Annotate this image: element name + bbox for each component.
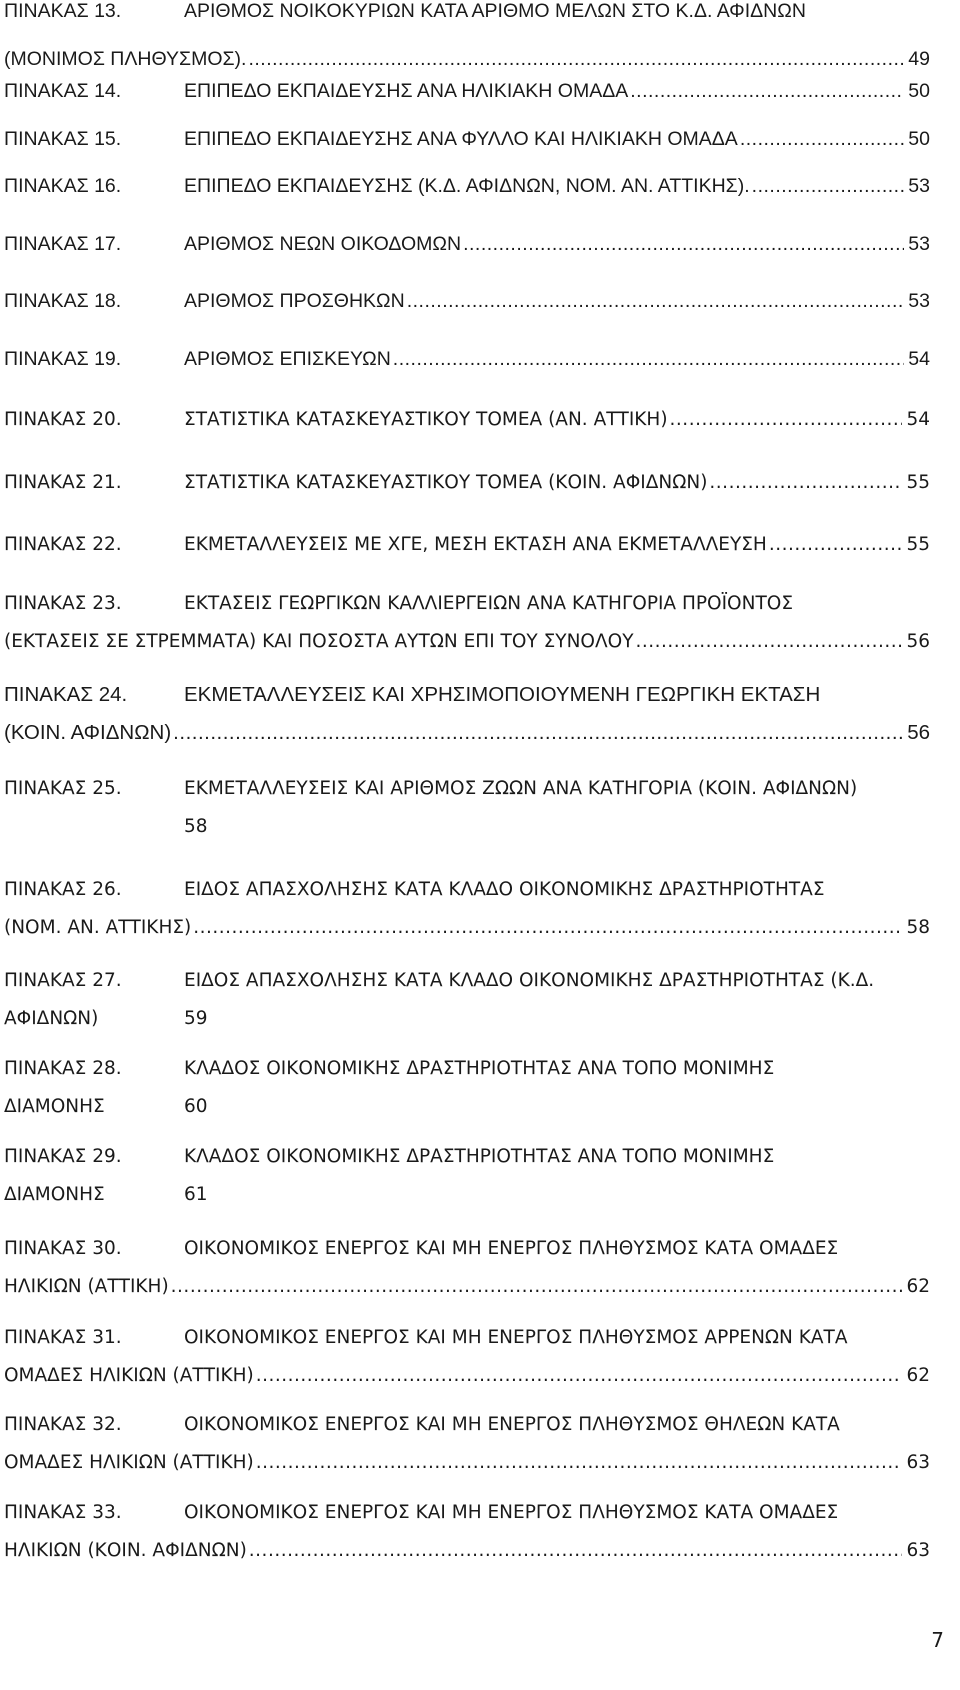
toc-title-cont: ΗΛΙΚΙΩΝ (ΚΟΙΝ. ΑΦΙΔΝΩΝ) <box>4 1540 247 1561</box>
toc-entry <box>4 1406 930 1482</box>
toc-title-cont: (ΝΟΜ. ΑΝ. ΑΤΤΙΚΗΣ) <box>4 917 192 938</box>
toc-title: ΣΤΑΤΙΣΤΙΚΑ ΚΑΤΑΣΚΕΥΑΣΤΙΚΟΥ ΤΟΜΕΑ (ΚΟΙΝ. ΑΦΙΔΝΩΝ) <box>184 472 708 493</box>
leader-dots <box>256 1444 903 1482</box>
toc-title-cont: (ΕΚΤΑΣΕΙΣ ΣΕ ΣΤΡΕΜΜΑΤΑ) ΚΑΙ ΠΟΣΟΣΤΑ ΑΥΤΩΝ ΕΠΙ ΤΟΥ ΣΥΝΟΛΟΥ <box>4 631 634 652</box>
toc-label: ΠΙΝΑΚΑΣ 15. <box>4 128 122 150</box>
toc-label-cont: ΔΙΑΜΟΝΗΣ <box>4 1096 105 1117</box>
toc-entry <box>4 1319 930 1395</box>
toc-label: ΠΙΝΑΚΑΣ 14. <box>4 80 122 102</box>
toc-title: ΕΙΔΟΣ ΑΠΑΣΧΟΛΗΣΗΣ ΚΑΤΑ ΚΛΑΔΟ ΟΙΚΟΝΟΜΙΚΗΣ ΔΡΑΣΤΗΡΙΟΤΗΤΑΣ (Κ.Δ. <box>184 970 875 991</box>
toc-page: 62 <box>906 1276 930 1297</box>
leader-dots <box>171 1268 903 1306</box>
toc-label-cont: ΑΦΙΔΝΩΝ) <box>4 1008 99 1029</box>
toc-entry <box>4 120 930 158</box>
toc-page: 62 <box>906 1365 930 1386</box>
toc-label: ΠΙΝΑΚΑΣ 33. <box>4 1502 122 1523</box>
toc-entry <box>4 401 930 439</box>
toc-page: 49 <box>908 48 930 70</box>
toc-title: ΕΠΙΠΕΔΟ ΕΚΠΑΙΔΕΥΣΗΣ ΑΝΑ ΦΥΛΛΟ ΚΑΙ ΗΛΙΚΙΑΚΗ ΟΜΑΔΑ <box>184 128 738 150</box>
toc-entry <box>4 1138 930 1214</box>
toc-page: 50 <box>908 80 930 102</box>
toc-label: ΠΙΝΑΚΑΣ 25. <box>4 778 122 799</box>
toc-entry <box>4 1494 930 1570</box>
toc-title: ΟΙΚΟΝΟΜΙΚΟΣ ΕΝΕΡΓΟΣ ΚΑΙ ΜΗ ΕΝΕΡΓΟΣ ΠΛΗΘΥΣΜΟΣ ΚΑΤΑ ΟΜΑΔΕΣ <box>184 1238 839 1259</box>
toc-title: ΚΛΑΔΟΣ ΟΙΚΟΝΟΜΙΚΗΣ ΔΡΑΣΤΗΡΙΟΤΗΤΑΣ ΑΝΑ ΤΟΠΟ ΜΟΝΙΜΗΣ <box>184 1146 775 1167</box>
toc-title: ΕΚΜΕΤΑΛΛΕΥΣΕΙΣ ΜΕ ΧΓΕ, ΜΕΣΗ ΕΚΤΑΣΗ ΑΝΑ ΕΚΜΕΤΑΛΛΕΥΣΗ <box>184 534 767 555</box>
leader-dots <box>740 120 904 158</box>
toc-title: ΑΡΙΘΜΟΣ ΝΟΙΚΟΚΥΡΙΩΝ ΚΑΤΑ ΑΡΙΘΜΟ ΜΕΛΩΝ ΣΤΟ Κ.Δ. ΑΦΙΔΝΩΝ <box>184 0 806 22</box>
toc-title: ΟΙΚΟΝΟΜΙΚΟΣ ΕΝΕΡΓΟΣ ΚΑΙ ΜΗ ΕΝΕΡΓΟΣ ΠΛΗΘΥΣΜΟΣ ΑΡΡΕΝΩΝ ΚΑΤΑ <box>184 1327 848 1348</box>
toc-entry <box>4 676 930 752</box>
toc-title: ΕΚΤΑΣΕΙΣ ΓΕΩΡΓΙΚΩΝ ΚΑΛΛΙΕΡΓΕΙΩΝ ΑΝΑ ΚΑΤΗΓΟΡΙΑ ΠΡΟΪΟΝΤΟΣ <box>184 593 794 614</box>
toc-entry <box>4 340 930 378</box>
toc-page: 56 <box>906 631 930 652</box>
toc-page: 58 <box>184 816 208 837</box>
toc-entry <box>4 962 930 1038</box>
leader-dots <box>636 623 903 661</box>
leader-dots <box>463 225 904 263</box>
toc-label: ΠΙΝΑΚΑΣ 30. <box>4 1238 122 1259</box>
toc-entry <box>4 167 930 205</box>
toc-title-cont: ΟΜΑΔΕΣ ΗΛΙΚΙΩΝ (ΑΤΤΙΚΗ) <box>4 1365 254 1386</box>
toc-page: 56 <box>907 721 930 744</box>
leader-dots <box>752 167 905 205</box>
toc-entry <box>4 225 930 263</box>
toc-label: ΠΙΝΑΚΑΣ 13. <box>4 0 122 22</box>
leader-dots <box>393 340 905 378</box>
toc-label: ΠΙΝΑΚΑΣ 18. <box>4 290 122 312</box>
toc-title: ΣΤΑΤΙΣΤΙΚΑ ΚΑΤΑΣΚΕΥΑΣΤΙΚΟΥ ΤΟΜΕΑ (ΑΝ. ΑΤΤΙΚΗ) <box>184 409 668 430</box>
leader-dots <box>670 401 903 439</box>
toc-entry <box>4 1050 930 1126</box>
leader-dots <box>709 464 902 502</box>
toc-title: ΑΡΙΘΜΟΣ ΝΕΩΝ ΟΙΚΟΔΟΜΩΝ <box>184 233 462 255</box>
toc-entry <box>4 72 930 110</box>
leader-dots <box>407 282 905 320</box>
toc-page: 58 <box>906 917 930 938</box>
toc-entry <box>4 0 930 78</box>
toc-page: 60 <box>184 1096 208 1117</box>
toc-title: ΑΡΙΘΜΟΣ ΠΡΟΣΘΗΚΩΝ <box>184 290 405 312</box>
toc-label: ΠΙΝΑΚΑΣ 21. <box>4 472 122 493</box>
toc-title-cont: ΗΛΙΚΙΩΝ (ΑΤΤΙΚΗ) <box>4 1276 169 1297</box>
toc-title: ΚΛΑΔΟΣ ΟΙΚΟΝΟΜΙΚΗΣ ΔΡΑΣΤΗΡΙΟΤΗΤΑΣ ΑΝΑ ΤΟΠΟ ΜΟΝΙΜΗΣ <box>184 1058 775 1079</box>
toc-entry <box>4 464 930 502</box>
toc-page: 53 <box>908 290 930 312</box>
toc-title-cont: (ΚΟΙΝ. ΑΦΙΔΝΩΝ) <box>4 721 172 744</box>
toc-page: 59 <box>184 1008 208 1029</box>
toc-label: ΠΙΝΑΚΑΣ 28. <box>4 1058 122 1079</box>
toc-title: ΕΙΔΟΣ ΑΠΑΣΧΟΛΗΣΗΣ ΚΑΤΑ ΚΛΑΔΟ ΟΙΚΟΝΟΜΙΚΗΣ ΔΡΑΣΤΗΡΙΟΤΗΤΑΣ <box>184 879 825 900</box>
toc-title: ΕΚΜΕΤΑΛΛΕΥΣΕΙΣ ΚΑΙ ΑΡΙΘΜΟΣ ΖΩΩΝ ΑΝΑ ΚΑΤΗΓΟΡΙΑ (ΚΟΙΝ. ΑΦΙΔΝΩΝ) <box>184 778 858 799</box>
toc-page: 50 <box>908 128 930 150</box>
toc-title-cont: ΟΜΑΔΕΣ ΗΛΙΚΙΩΝ (ΑΤΤΙΚΗ) <box>4 1452 254 1473</box>
toc-page: 63 <box>906 1540 930 1561</box>
toc-title: ΕΠΙΠΕΔΟ ΕΚΠΑΙΔΕΥΣΗΣ ΑΝΑ ΗΛΙΚΙΑΚΗ ΟΜΑΔΑ <box>184 80 629 102</box>
toc-label: ΠΙΝΑΚΑΣ 22. <box>4 534 122 555</box>
toc-title: ΕΠΙΠΕΔΟ ΕΚΠΑΙΔΕΥΣΗΣ (Κ.Δ. ΑΦΙΔΝΩΝ, ΝΟΜ. ΑΝ. ΑΤΤΙΚΗΣ). <box>184 175 750 197</box>
toc-page: 53 <box>908 233 930 255</box>
toc-page: 63 <box>906 1452 930 1473</box>
toc-label: ΠΙΝΑΚΑΣ 26. <box>4 879 122 900</box>
toc-entry <box>4 770 930 846</box>
toc-label: ΠΙΝΑΚΑΣ 17. <box>4 233 122 255</box>
toc-title-cont: (ΜΟΝΙΜΟΣ ΠΛΗΘΥΣΜΟΣ). <box>4 48 247 70</box>
leader-dots <box>769 526 903 564</box>
toc-label: ΠΙΝΑΚΑΣ 24. <box>4 683 128 706</box>
toc-label: ΠΙΝΑΚΑΣ 20. <box>4 409 122 430</box>
toc-page: 61 <box>184 1184 208 1205</box>
leader-dots <box>630 72 904 110</box>
leader-dots <box>193 909 902 947</box>
toc-label: ΠΙΝΑΚΑΣ 27. <box>4 970 122 991</box>
leader-dots <box>256 1357 903 1395</box>
toc-label: ΠΙΝΑΚΑΣ 29. <box>4 1146 122 1167</box>
toc-entry <box>4 526 930 564</box>
toc-page: 53 <box>908 175 930 197</box>
toc-label: ΠΙΝΑΚΑΣ 32. <box>4 1414 122 1435</box>
toc-label: ΠΙΝΑΚΑΣ 23. <box>4 593 122 614</box>
toc-entry <box>4 282 930 320</box>
toc-label: ΠΙΝΑΚΑΣ 31. <box>4 1327 122 1348</box>
toc-label: ΠΙΝΑΚΑΣ 16. <box>4 175 122 197</box>
leader-dots <box>173 714 903 752</box>
toc-title: ΑΡΙΘΜΟΣ ΕΠΙΣΚΕΥΩΝ <box>184 348 391 370</box>
toc-page: 54 <box>906 409 930 430</box>
toc-label: ΠΙΝΑΚΑΣ 19. <box>4 348 122 370</box>
page-number: 7 <box>931 1628 944 1652</box>
toc-title: ΕΚΜΕΤΑΛΛΕΥΣΕΙΣ ΚΑΙ ΧΡΗΣΙΜΟΠΟΙΟΥΜΕΝΗ ΓΕΩΡΓΙΚΗ ΕΚΤΑΣΗ <box>184 683 821 706</box>
toc-title: ΟΙΚΟΝΟΜΙΚΟΣ ΕΝΕΡΓΟΣ ΚΑΙ ΜΗ ΕΝΕΡΓΟΣ ΠΛΗΘΥΣΜΟΣ ΘΗΛΕΩΝ ΚΑΤΑ <box>184 1414 840 1435</box>
toc-entry <box>4 871 930 947</box>
toc-page: 55 <box>906 472 930 493</box>
toc-page: 55 <box>906 534 930 555</box>
toc-entry <box>4 585 930 661</box>
toc-page: 54 <box>908 348 930 370</box>
toc-label-cont: ΔΙΑΜΟΝΗΣ <box>4 1184 105 1205</box>
leader-dots <box>249 1532 903 1570</box>
toc-title: ΟΙΚΟΝΟΜΙΚΟΣ ΕΝΕΡΓΟΣ ΚΑΙ ΜΗ ΕΝΕΡΓΟΣ ΠΛΗΘΥΣΜΟΣ ΚΑΤΑ ΟΜΑΔΕΣ <box>184 1502 839 1523</box>
toc-entry <box>4 1230 930 1306</box>
